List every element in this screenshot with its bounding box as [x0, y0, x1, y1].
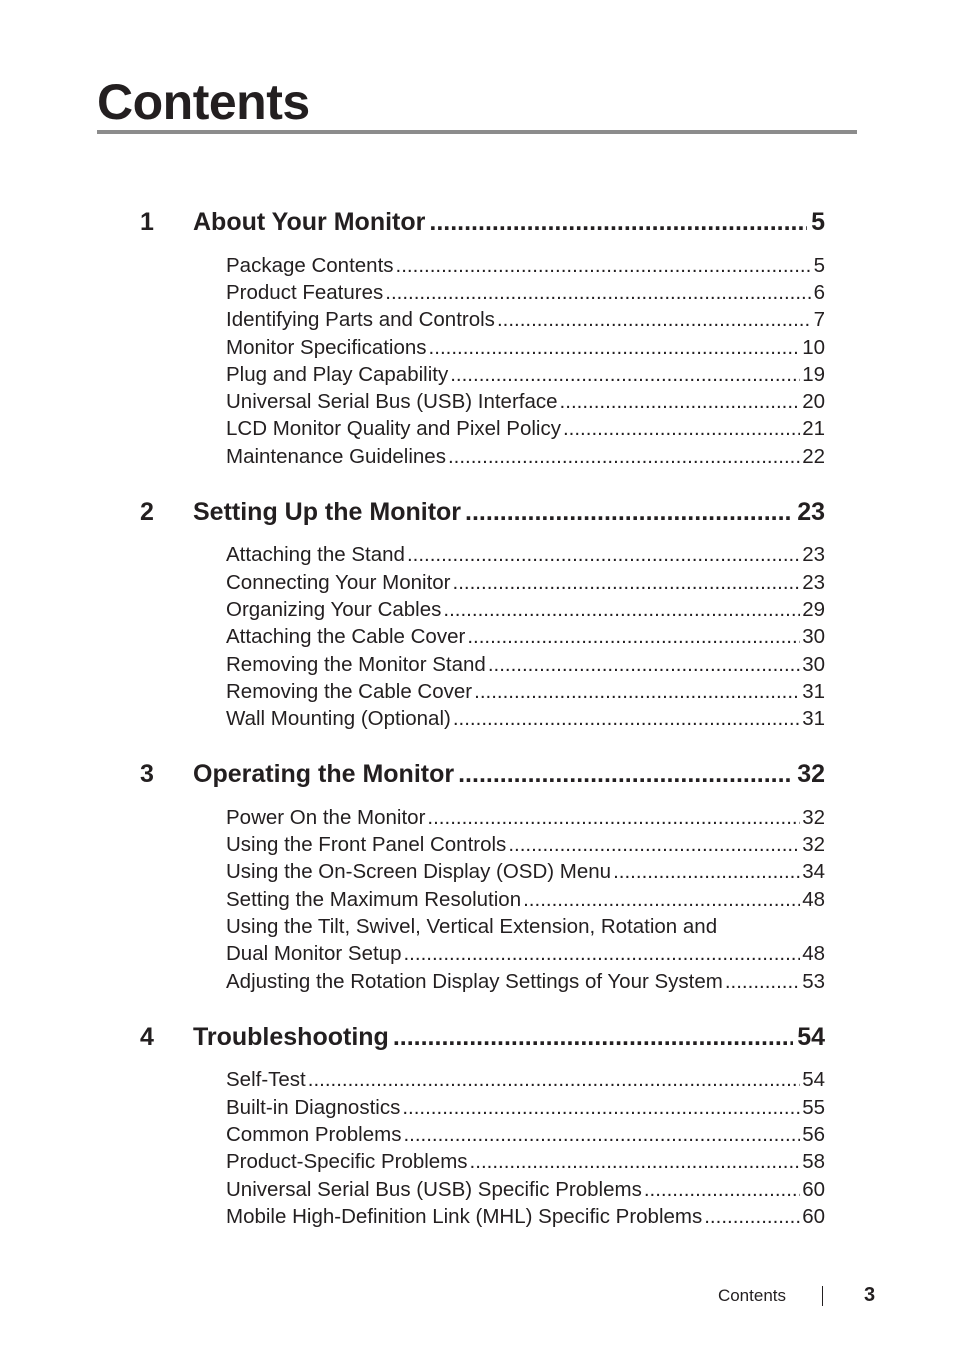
dot-leader: [396, 252, 812, 279]
entry-title: Universal Serial Bus (USB) Specific Problems: [226, 1178, 642, 1201]
entry-page: 21: [802, 417, 825, 440]
entry-page: 53: [802, 970, 825, 993]
entry-page: 54: [802, 1068, 825, 1091]
chapter-number: 2: [140, 498, 154, 526]
toc-entry[interactable]: [226, 306, 825, 333]
dot-leader: [453, 705, 800, 732]
toc-entry[interactable]: [226, 1121, 825, 1148]
entry-page: 23: [802, 571, 825, 594]
page-footer: [0, 1282, 954, 1310]
chapter-title: Setting Up the Monitor: [193, 498, 462, 526]
footer-section-label: Contents: [717, 1286, 786, 1305]
page-title: Contents: [97, 74, 310, 130]
entry-title: Product Features: [226, 281, 384, 304]
toc-entry[interactable]: [226, 1094, 825, 1121]
entry-title: Monitor Specifications: [226, 336, 427, 359]
dot-leader: [560, 388, 801, 415]
toc-entry[interactable]: [226, 623, 825, 650]
entry-title: Attaching the Stand: [226, 543, 405, 566]
entry-title: Organizing Your Cables: [226, 598, 442, 621]
dot-leader: [403, 940, 800, 967]
dot-leader: [523, 886, 800, 913]
entry-page: 6: [813, 281, 825, 304]
chapter-number: 3: [140, 760, 154, 788]
chapter-page: 5: [811, 208, 825, 236]
dot-leader: [704, 1203, 800, 1230]
entry-page: 7: [813, 308, 825, 331]
entry-title: Power On the Monitor: [226, 806, 426, 829]
entry-title: Connecting Your Monitor: [226, 571, 451, 594]
entry-title: Maintenance Guidelines: [226, 445, 446, 468]
toc-entry[interactable]: [226, 1148, 825, 1175]
entry-page: 20: [802, 390, 825, 413]
dot-leader: [393, 1020, 793, 1054]
entry-title: Wall Mounting (Optional): [226, 707, 451, 730]
entry-page: 31: [802, 707, 825, 730]
title-rule: [97, 130, 857, 134]
toc-entry[interactable]: [226, 1203, 825, 1230]
entry-page: 48: [802, 942, 825, 965]
dot-leader: [470, 1148, 801, 1175]
toc-entry[interactable]: [226, 415, 825, 442]
entry-title: Self-Test: [226, 1068, 306, 1091]
entry-title: Using the Front Panel Controls: [226, 833, 507, 856]
toc-entry[interactable]: [226, 388, 825, 415]
entry-title: Package Contents: [226, 254, 394, 277]
entry-page: 29: [802, 598, 825, 621]
chapter-heading[interactable]: [140, 757, 825, 791]
entry-page: 22: [802, 445, 825, 468]
toc-entry[interactable]: [226, 443, 825, 470]
entry-title: Adjusting the Rotation Display Settings of Your System: [226, 970, 723, 993]
dot-leader: [385, 279, 811, 306]
dot-leader: [458, 757, 793, 791]
dot-leader: [644, 1176, 800, 1203]
toc-entry[interactable]: [226, 252, 825, 279]
dot-leader: [308, 1066, 800, 1093]
toc-entry[interactable]: [226, 831, 825, 858]
chapter-page: 32: [797, 760, 825, 788]
dot-leader: [508, 831, 800, 858]
toc-entry[interactable]: [226, 678, 825, 705]
chapter-number: 1: [140, 208, 154, 236]
toc-entry[interactable]: [226, 940, 825, 967]
chapter-heading[interactable]: [140, 205, 825, 239]
entry-title: Identifying Parts and Controls: [226, 308, 495, 331]
entry-title: LCD Monitor Quality and Pixel Policy: [226, 417, 561, 440]
toc-entry[interactable]: [226, 705, 825, 732]
entry-title: Using the On-Screen Display (OSD) Menu: [226, 860, 612, 883]
entry-page: 55: [802, 1096, 825, 1119]
entry-title: Removing the Cable Cover: [226, 680, 473, 703]
entry-title: Product-Specific Problems: [226, 1150, 468, 1173]
toc-entry[interactable]: [226, 651, 825, 678]
toc-entry[interactable]: [226, 1066, 825, 1093]
toc-entry[interactable]: [226, 858, 825, 885]
dot-leader: [488, 651, 800, 678]
chapter-heading[interactable]: [140, 1020, 825, 1054]
dot-leader: [429, 205, 807, 239]
toc-entry[interactable]: [226, 569, 825, 596]
entry-page: 32: [802, 806, 825, 829]
chapter-heading[interactable]: [140, 495, 825, 529]
toc-entry[interactable]: [226, 279, 825, 306]
toc-entry[interactable]: [226, 596, 825, 623]
entry-title: Mobile High-Definition Link (MHL) Specific Problems: [226, 1205, 703, 1228]
entry-page: 60: [802, 1178, 825, 1201]
dot-leader: [429, 334, 801, 361]
footer-divider: [822, 1286, 823, 1306]
entry-page: 60: [802, 1205, 825, 1228]
entry-title: Dual Monitor Setup: [226, 942, 402, 965]
toc-entry[interactable]: [226, 541, 825, 568]
entry-page: 58: [802, 1150, 825, 1173]
toc-entry[interactable]: [226, 361, 825, 388]
entry-title: Common Problems: [226, 1123, 402, 1146]
toc-entry[interactable]: [226, 334, 825, 361]
dot-leader: [725, 968, 800, 995]
entry-page: 23: [802, 543, 825, 566]
entry-page: 5: [813, 254, 825, 277]
dot-leader: [467, 623, 800, 650]
entry-page: 19: [802, 363, 825, 386]
entry-title: Built-in Diagnostics: [226, 1096, 401, 1119]
dot-leader: [402, 1094, 800, 1121]
toc-entry[interactable]: [226, 886, 825, 913]
entry-page: 32: [802, 833, 825, 856]
dot-leader: [563, 415, 800, 442]
dot-leader: [407, 541, 800, 568]
entry-title: Removing the Monitor Stand: [226, 653, 486, 676]
dot-leader: [448, 443, 800, 470]
entry-page: 10: [802, 336, 825, 359]
toc-entry[interactable]: [226, 968, 825, 995]
chapter-page: 23: [797, 498, 825, 526]
dot-leader: [427, 804, 800, 831]
entry-page: 31: [802, 680, 825, 703]
entry-page: 30: [802, 625, 825, 648]
chapter-title: Operating the Monitor: [193, 760, 455, 788]
dot-leader: [613, 858, 800, 885]
chapter-title: About Your Monitor: [193, 208, 426, 236]
chapter-page: 54: [797, 1023, 825, 1051]
entry-page: 34: [802, 860, 825, 883]
dot-leader: [443, 596, 800, 623]
entry-title: Attaching the Cable Cover: [226, 625, 466, 648]
entry-page: 48: [802, 888, 825, 911]
toc-entry-first-line[interactable]: Using the Tilt, Swivel, Vertical Extension, Rotation and: [226, 915, 718, 938]
toc-entry[interactable]: [226, 804, 825, 831]
toc-entry[interactable]: [226, 1176, 825, 1203]
dot-leader: [403, 1121, 800, 1148]
entry-title: Plug and Play Capability: [226, 363, 449, 386]
entry-title: Setting the Maximum Resolution: [226, 888, 522, 911]
chapter-title: Troubleshooting: [193, 1023, 389, 1051]
dot-leader: [450, 361, 800, 388]
page-number: 3: [864, 1284, 876, 1306]
dot-leader: [465, 495, 793, 529]
dot-leader: [453, 569, 801, 596]
entry-page: 56: [802, 1123, 825, 1146]
entry-title: Universal Serial Bus (USB) Interface: [226, 390, 558, 413]
dot-leader: [474, 678, 800, 705]
chapter-number: 4: [140, 1023, 154, 1051]
dot-leader: [497, 306, 812, 333]
entry-page: 30: [802, 653, 825, 676]
